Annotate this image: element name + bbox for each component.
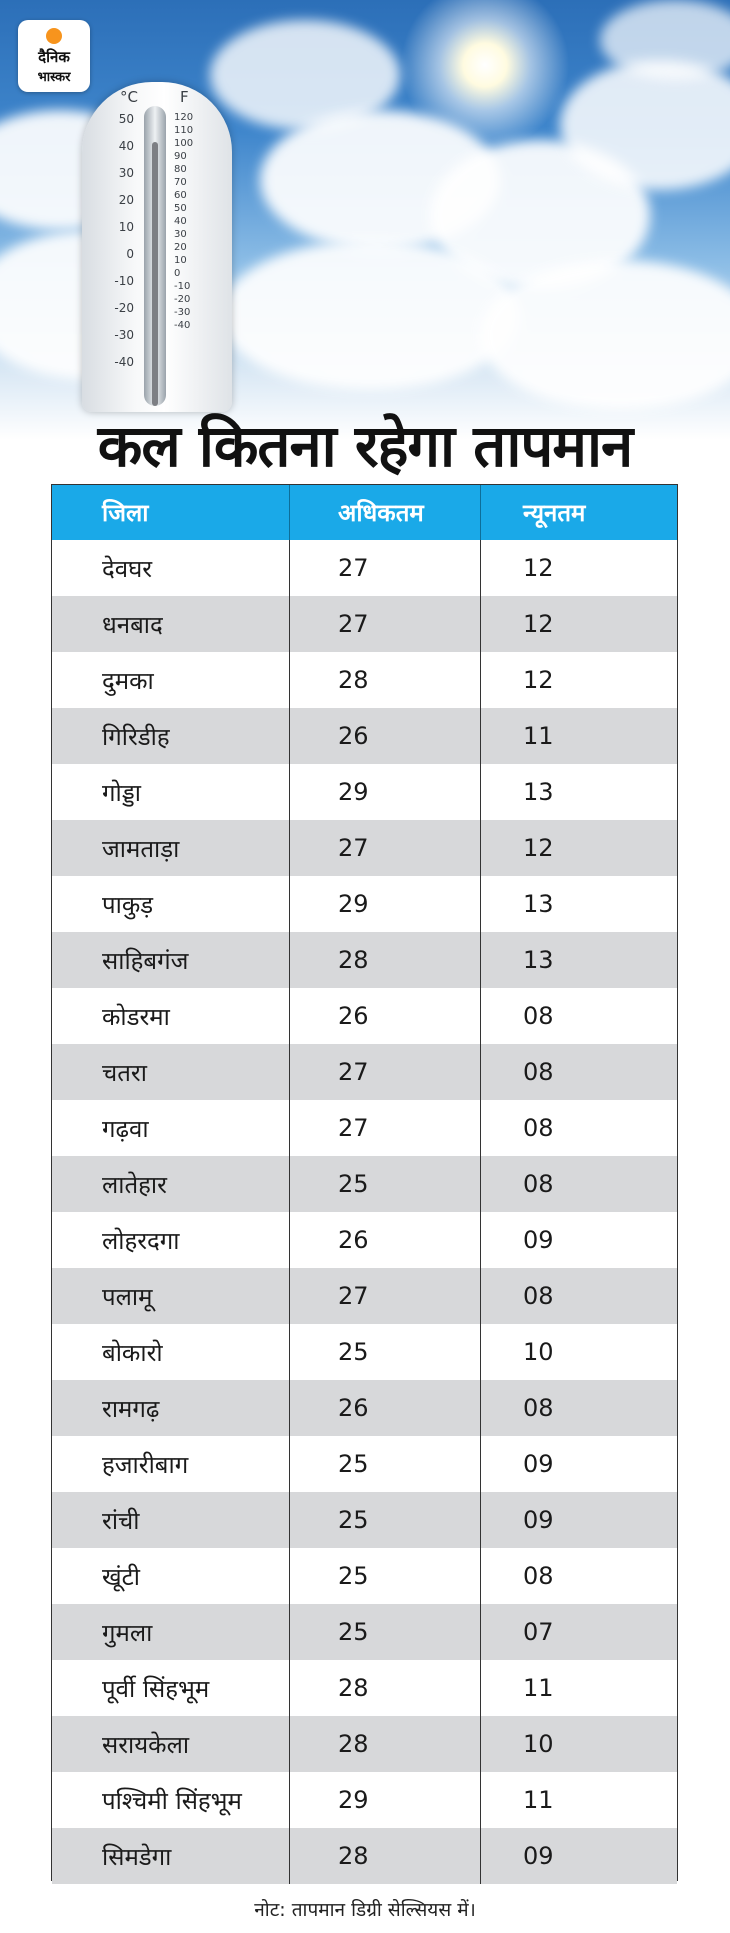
fahrenheit-tick: 20 — [174, 242, 187, 253]
header-max: अधिकतम — [290, 485, 481, 540]
table-row — [52, 932, 677, 988]
fahrenheit-tick: 80 — [174, 164, 187, 175]
district-cell: हजारीबाग — [52, 1436, 290, 1492]
table-row — [52, 652, 677, 708]
max-cell: 27 — [290, 1268, 481, 1324]
max-cell: 25 — [290, 1436, 481, 1492]
district-cell: गिरिडीह — [52, 708, 290, 764]
min-cell: 09 — [523, 1506, 554, 1534]
min-cell: 12 — [523, 610, 554, 638]
fahrenheit-tick: -20 — [174, 294, 191, 305]
max-cell: 28 — [290, 932, 481, 988]
thermometer-icon — [82, 82, 232, 412]
district-cell: धनबाद — [52, 596, 290, 652]
max-cell: 26 — [290, 708, 481, 764]
table-row — [52, 1492, 677, 1548]
table-row — [52, 596, 677, 652]
district-cell: दुमका — [52, 652, 290, 708]
table-row — [52, 540, 677, 596]
max-cell: 27 — [290, 540, 481, 596]
max-cell: 29 — [290, 1772, 481, 1828]
celsius-tick: 40 — [118, 139, 134, 153]
max-cell: 27 — [290, 1044, 481, 1100]
district-cell: पाकुड़ — [52, 876, 290, 932]
district-cell: साहिबगंज — [52, 932, 290, 988]
max-cell: 28 — [290, 1716, 481, 1772]
temperature-table — [51, 484, 678, 1881]
district-cell: बोकारो — [52, 1324, 290, 1380]
district-cell: पश्चिमी सिंहभूम — [52, 1772, 290, 1828]
table-row — [52, 1716, 677, 1772]
max-cell: 26 — [290, 1212, 481, 1268]
max-cell: 25 — [290, 1548, 481, 1604]
table-row — [52, 764, 677, 820]
district-cell: गोड्डा — [52, 764, 290, 820]
min-cell: 10 — [523, 1338, 554, 1366]
table-row — [52, 1044, 677, 1100]
district-cell: कोडरमा — [52, 988, 290, 1044]
table-header — [52, 485, 677, 540]
table-row — [52, 876, 677, 932]
min-cell: 10 — [523, 1730, 554, 1758]
min-cell: 12 — [523, 554, 554, 582]
district-cell: सरायकेला — [52, 1716, 290, 1772]
table-row — [52, 1380, 677, 1436]
fahrenheit-tick: 90 — [174, 151, 187, 162]
min-cell: 07 — [523, 1618, 554, 1646]
min-cell: 12 — [523, 666, 554, 694]
district-cell: गुमला — [52, 1604, 290, 1660]
fahrenheit-tick: 60 — [174, 190, 187, 201]
district-cell: लातेहार — [52, 1156, 290, 1212]
fahrenheit-tick: -40 — [174, 320, 191, 331]
district-cell: देवघर — [52, 540, 290, 596]
district-cell: रांची — [52, 1492, 290, 1548]
logo-line1: दैनिक — [38, 48, 70, 66]
max-cell: 28 — [290, 652, 481, 708]
min-cell: 11 — [523, 1786, 554, 1814]
table-body — [52, 540, 677, 1884]
sky-banner — [0, 0, 730, 440]
max-cell: 27 — [290, 596, 481, 652]
sun-dot-icon — [46, 28, 62, 44]
celsius-tick: 20 — [118, 193, 134, 207]
table-row — [52, 1100, 677, 1156]
table-row — [52, 708, 677, 764]
district-cell: पलामू — [52, 1268, 290, 1324]
fahrenheit-label: F — [180, 88, 189, 106]
celsius-tick: 30 — [118, 166, 134, 180]
max-cell: 27 — [290, 1100, 481, 1156]
min-cell: 08 — [523, 1002, 554, 1030]
district-cell: सिमडेगा — [52, 1828, 290, 1884]
fahrenheit-tick: 10 — [174, 255, 187, 266]
fahrenheit-tick: 40 — [174, 216, 187, 227]
max-cell: 28 — [290, 1660, 481, 1716]
min-cell: 09 — [523, 1450, 554, 1478]
celsius-tick: -10 — [114, 274, 134, 288]
fahrenheit-tick: 120 — [174, 112, 194, 123]
max-cell: 27 — [290, 820, 481, 876]
table-row — [52, 988, 677, 1044]
table-row — [52, 1828, 677, 1884]
district-cell: लोहरदगा — [52, 1212, 290, 1268]
celsius-tick: -30 — [114, 328, 134, 342]
celsius-tick: 10 — [118, 220, 134, 234]
celsius-tick: 50 — [118, 112, 134, 126]
max-cell: 25 — [290, 1492, 481, 1548]
min-cell: 08 — [523, 1058, 554, 1086]
min-cell: 08 — [523, 1114, 554, 1142]
celsius-label: °C — [120, 88, 138, 106]
min-cell: 09 — [523, 1842, 554, 1870]
min-cell: 09 — [523, 1226, 554, 1254]
min-cell: 08 — [523, 1562, 554, 1590]
min-cell: 08 — [523, 1170, 554, 1198]
min-cell: 11 — [523, 1674, 554, 1702]
district-cell: जामताड़ा — [52, 820, 290, 876]
fahrenheit-tick: -30 — [174, 307, 191, 318]
min-cell: 12 — [523, 834, 554, 862]
max-cell: 26 — [290, 1380, 481, 1436]
header-district: जिला — [52, 485, 290, 540]
district-cell: रामगढ़ — [52, 1380, 290, 1436]
fahrenheit-tick: 110 — [174, 125, 194, 136]
max-cell: 26 — [290, 988, 481, 1044]
min-cell: 08 — [523, 1394, 554, 1422]
fahrenheit-tick: -10 — [174, 281, 191, 292]
table-row — [52, 1548, 677, 1604]
table-row — [52, 1324, 677, 1380]
max-cell: 28 — [290, 1828, 481, 1884]
district-cell: गढ़वा — [52, 1100, 290, 1156]
max-cell: 25 — [290, 1324, 481, 1380]
min-cell: 13 — [523, 890, 554, 918]
table-row — [52, 1156, 677, 1212]
min-cell: 13 — [523, 778, 554, 806]
celsius-tick: -20 — [114, 301, 134, 315]
header-min: न्यूनतम — [523, 499, 586, 527]
celsius-tick: 0 — [126, 247, 134, 261]
fahrenheit-tick: 0 — [174, 268, 181, 279]
table-row — [52, 1660, 677, 1716]
max-cell: 25 — [290, 1156, 481, 1212]
table-row — [52, 1268, 677, 1324]
table-row — [52, 820, 677, 876]
max-cell: 29 — [290, 876, 481, 932]
fahrenheit-tick: 50 — [174, 203, 187, 214]
table-row — [52, 1604, 677, 1660]
fahrenheit-tick: 70 — [174, 177, 187, 188]
max-cell: 29 — [290, 764, 481, 820]
min-cell: 13 — [523, 946, 554, 974]
district-cell: चतरा — [52, 1044, 290, 1100]
footnote: नोट: तापमान डिग्री सेल्सियस में। — [254, 1899, 476, 1921]
fahrenheit-tick: 30 — [174, 229, 187, 240]
district-cell: खूंटी — [52, 1548, 290, 1604]
dainik-bhaskar-logo — [18, 20, 90, 92]
celsius-tick: -40 — [114, 355, 134, 369]
district-cell: पूर्वी सिंहभूम — [52, 1660, 290, 1716]
table-row — [52, 1212, 677, 1268]
fahrenheit-tick: 100 — [174, 138, 194, 149]
min-cell: 08 — [523, 1282, 554, 1310]
logo-line2: भास्कर — [37, 70, 71, 85]
max-cell: 25 — [290, 1604, 481, 1660]
page-title: कल कितना रहेगा तापमान — [97, 412, 633, 480]
table-row — [52, 1436, 677, 1492]
table-row — [52, 1772, 677, 1828]
min-cell: 11 — [523, 722, 554, 750]
